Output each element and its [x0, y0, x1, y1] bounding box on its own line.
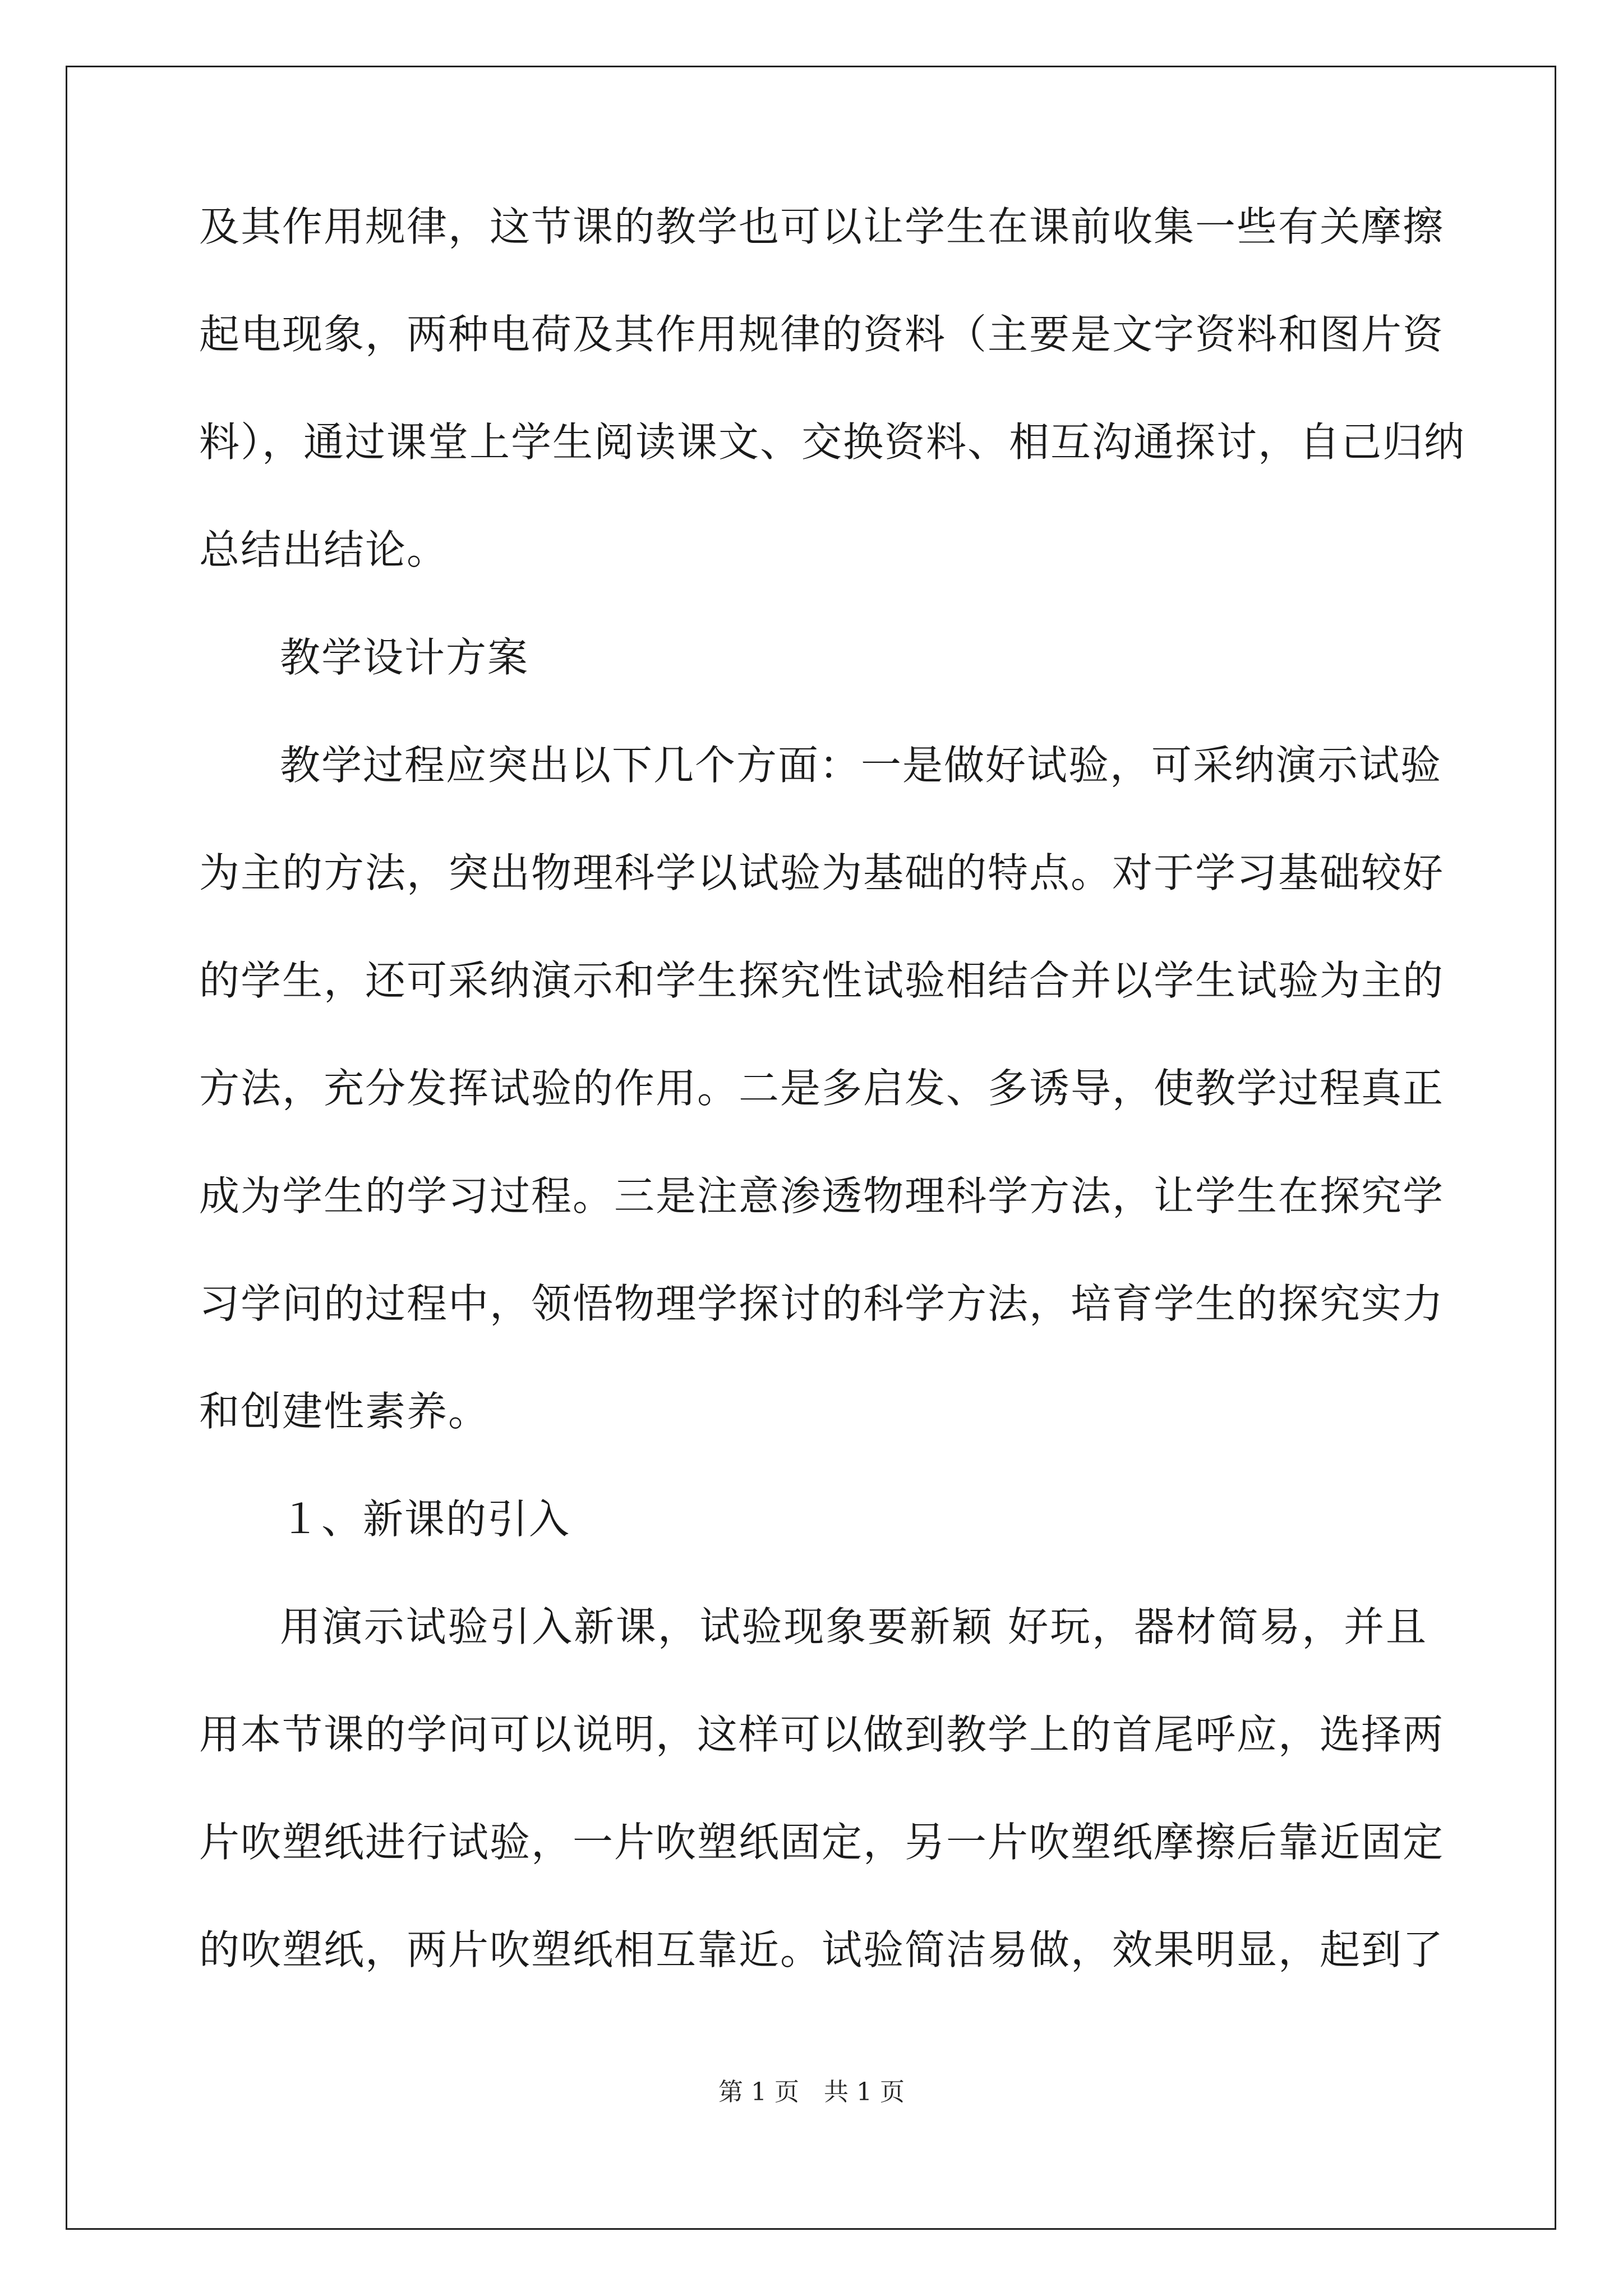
text-line: 成为学生的学习过程。三是注意渗透物理科学方法，让学生在探究学 [199, 1172, 1445, 1220]
text-line: 和创建性素养。 [199, 1388, 490, 1435]
text-line: 总结出结论。 [199, 526, 449, 573]
text-line: 的吹塑纸，两片吹塑纸相互靠近。试验简洁易做，效果明显，起到了 [199, 1926, 1445, 1973]
text-line: 用演示试验引入新课，试验现象要新颖 好玩，器材简易，并且 [280, 1603, 1427, 1650]
page-number: 第 1 页 共 1 页 [718, 2078, 905, 2106]
text-line: 及其作用规律，这节课的教学也可以让学生在课前收集一些有关摩擦 [199, 203, 1445, 250]
text-line: 教学过程应突出以下几个方面：一是做好试验，可采纳演示试验 [280, 742, 1442, 789]
page-border [66, 66, 1556, 2230]
text-line: 习学问的过程中，领悟物理学探讨的科学方法，培育学生的探究实力 [199, 1280, 1445, 1327]
text-line: 用本节课的学问可以说明，这样可以做到教学上的首尾呼应，选择两 [199, 1711, 1445, 1758]
text-line: 起电现象，两种电荷及其作用规律的资料（主要是文字资料和图片资 [199, 311, 1445, 358]
section-heading: 教学设计方案 [280, 634, 529, 681]
text-line: 方法，充分发挥试验的作用。二是多启发、多诱导，使教学过程真正 [199, 1065, 1445, 1112]
section-heading: １、新课的引入 [280, 1496, 571, 1543]
text-line: 的学生，还可采纳演示和学生探究性试验相结合并以学生试验为主的 [199, 957, 1445, 1004]
text-line: 片吹塑纸进行试验，一片吹塑纸固定，另一片吹塑纸摩擦后靠近固定 [199, 1819, 1445, 1866]
text-line: 为主的方法，突出物理科学以试验为基础的特点。对于学习基础较好 [199, 849, 1445, 896]
text-line: 料），通过课堂上学生阅读课文、交换资料、相互沟通探讨，自己归纳 [199, 418, 1466, 466]
